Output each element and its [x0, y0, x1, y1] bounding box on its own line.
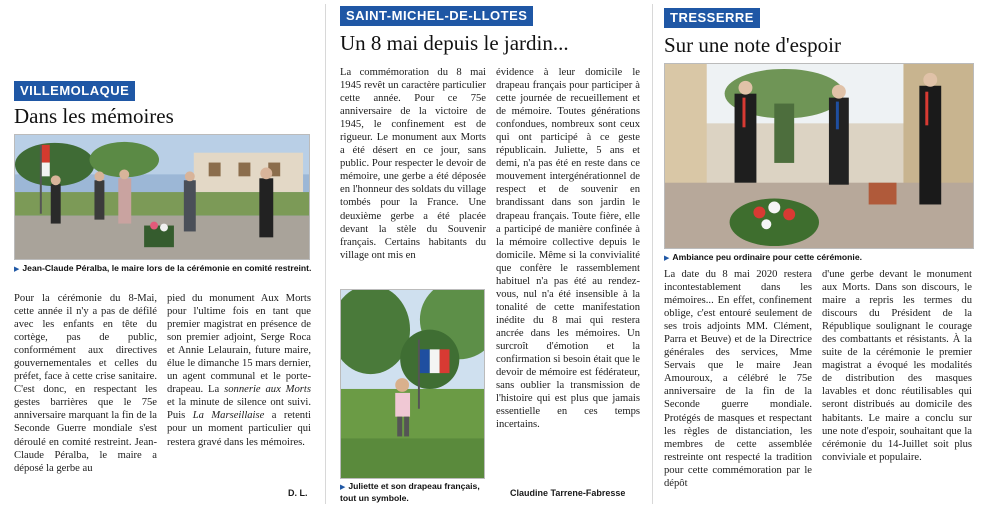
- article-column-2: évidence à leur domicile le drapeau français pour participer à cette journée de recueillement et de mémoire. Toutes générations confondues, nombreux sont ceux qui ont participé à ce geste républicain. Juliette, 5 ans et demi, n'a pas été en reste dans ce mouvement intergénérationnel de respect et de souvenir en brandissant dans son jardin le drapeau français. Toute fière, elle a participé de manière confinée à la mémoire collective depuis le domicile. Même si la convivialité que confère le rassemblement habituel n'a pas été au rendez-vous, nul n'a été insensible à la tonalité de cette manifestation inédite du 8 mai qui restera ancrée dans les mémoires. Un surcroît d'émotion et la confirmation si besoin était que le devoir de mémoire est fédérateur, sans oublier la transmission de l'histoire qui est plus que jamais essentielle en ces temps incertains.: [496, 67, 640, 431]
- article-column-1: Pour la cérémonie du 8-Mai, cette année il n'y a pas de défilé avec les enfants en tête du cortège, pas de public, conformément aux directives gouvernementales et celles du préfet, face à cette crise sanitaire. C'est donc, en respectant les gestes barrières que le 75e anniversaire marquant la fin de la Seconde Guerre mondiale s'est déroulé en comité restreint. Jean-Claude Péralba, le maire a déposé la gerbe au: [14, 293, 157, 474]
- photo-caption: ▶ Juliette et son drapeau français, tout un symbole.: [340, 481, 480, 503]
- article-column-2: pied du monument Aux Morts pour l'ultime fois en tant que premier magistrat en présence de son premier adjoint, Serge Roca et Annie Lelaurain, future maire, élue le dimanche 15 mars dernier, un agent communal et le porte-drapeau. La sonnerie aux Morts et la minute de silence ont suivi. Puis La Marseillaise a retenti pour un moment particulier qui restera gravé dans les mémoires.: [167, 293, 311, 448]
- caption-bullet-icon: ▶: [664, 255, 670, 262]
- ceremony-photo: [664, 63, 974, 249]
- article-saint-michel: [330, 0, 650, 511]
- author-signature: Claudine Tarrene-Fabresse: [510, 488, 626, 498]
- article-column-2: d'une gerbe devant le monument aux Morts. Dans son discours, le maire a repris les termes du discours du Président de la République soulignant le courage des combattants et résistants. À la suite de la cérémonie le premier magistrat a évoqué les modalités de distribution des masques lavables et donc réutilisables qui seront distribués au domicile des habitants. Le maire a conclu sur une note d'espoir, souhaitant que la cérémonie du 14-Juillet soit plus conviviale et populaire.: [822, 269, 972, 463]
- section-tag: SAINT-MICHEL-DE-LLOTES: [340, 6, 533, 26]
- article-villemolaque: [0, 0, 320, 511]
- article-column-1: La commémoration du 8 mai 1945 revêt un caractère particulier cette année. Pour ce 75e anniversaire de la victoire de 1945, le confinement est de rigueur. Le monument aux Morts a été désert en ce jour, sans public. Pour respecter le devoir de mémoire, une gerbe a été déposée en l'honneur des soldats du village tombés pour la France. Une deuxième gerbe a été placée devant la stèle du Souvenir français. Certains habitants du village ont mis en: [340, 67, 486, 261]
- caption-bullet-icon: ▶: [340, 484, 346, 491]
- article-tresserre: [656, 0, 978, 511]
- ceremony-photo: [14, 134, 310, 260]
- photo-caption: ▶ Jean-Claude Péralba, le maire lors de la cérémonie en comité restreint.: [14, 263, 312, 273]
- author-signature: D. L.: [288, 488, 308, 498]
- photo-caption: ▶ Ambiance peu ordinaire pour cette cérémonie.: [664, 252, 862, 262]
- juliette-flag-photo: [340, 289, 485, 479]
- article-headline: Un 8 mai depuis le jardin...: [340, 31, 569, 55]
- article-column-1: La date du 8 mai 2020 restera incontestablement dans les mémoires... En effet, confinement oblige, c'est entouré seulement de ses trois adjoints MM. Clément, Parra et Beuve) et de la Directrice générales des services, Mme Servais que le maire Jean Amouroux, a célébré le 75e anniversaire de la fin de la Seconde guerre mondiale. Protégés de masques et respectant les règles de distanciation, les membres de cette assemblée restreinte ont respecté la tradition pour cette commémoration par le dépôt: [664, 269, 812, 489]
- section-tag: VILLEMOLAQUE: [14, 81, 135, 101]
- column-divider: [652, 4, 653, 504]
- article-headline: Sur une note d'espoir: [664, 33, 842, 57]
- section-tag: TRESSERRE: [664, 8, 760, 28]
- article-headline: Dans les mémoires: [14, 104, 174, 128]
- caption-bullet-icon: ▶: [14, 266, 20, 273]
- column-divider: [325, 4, 326, 504]
